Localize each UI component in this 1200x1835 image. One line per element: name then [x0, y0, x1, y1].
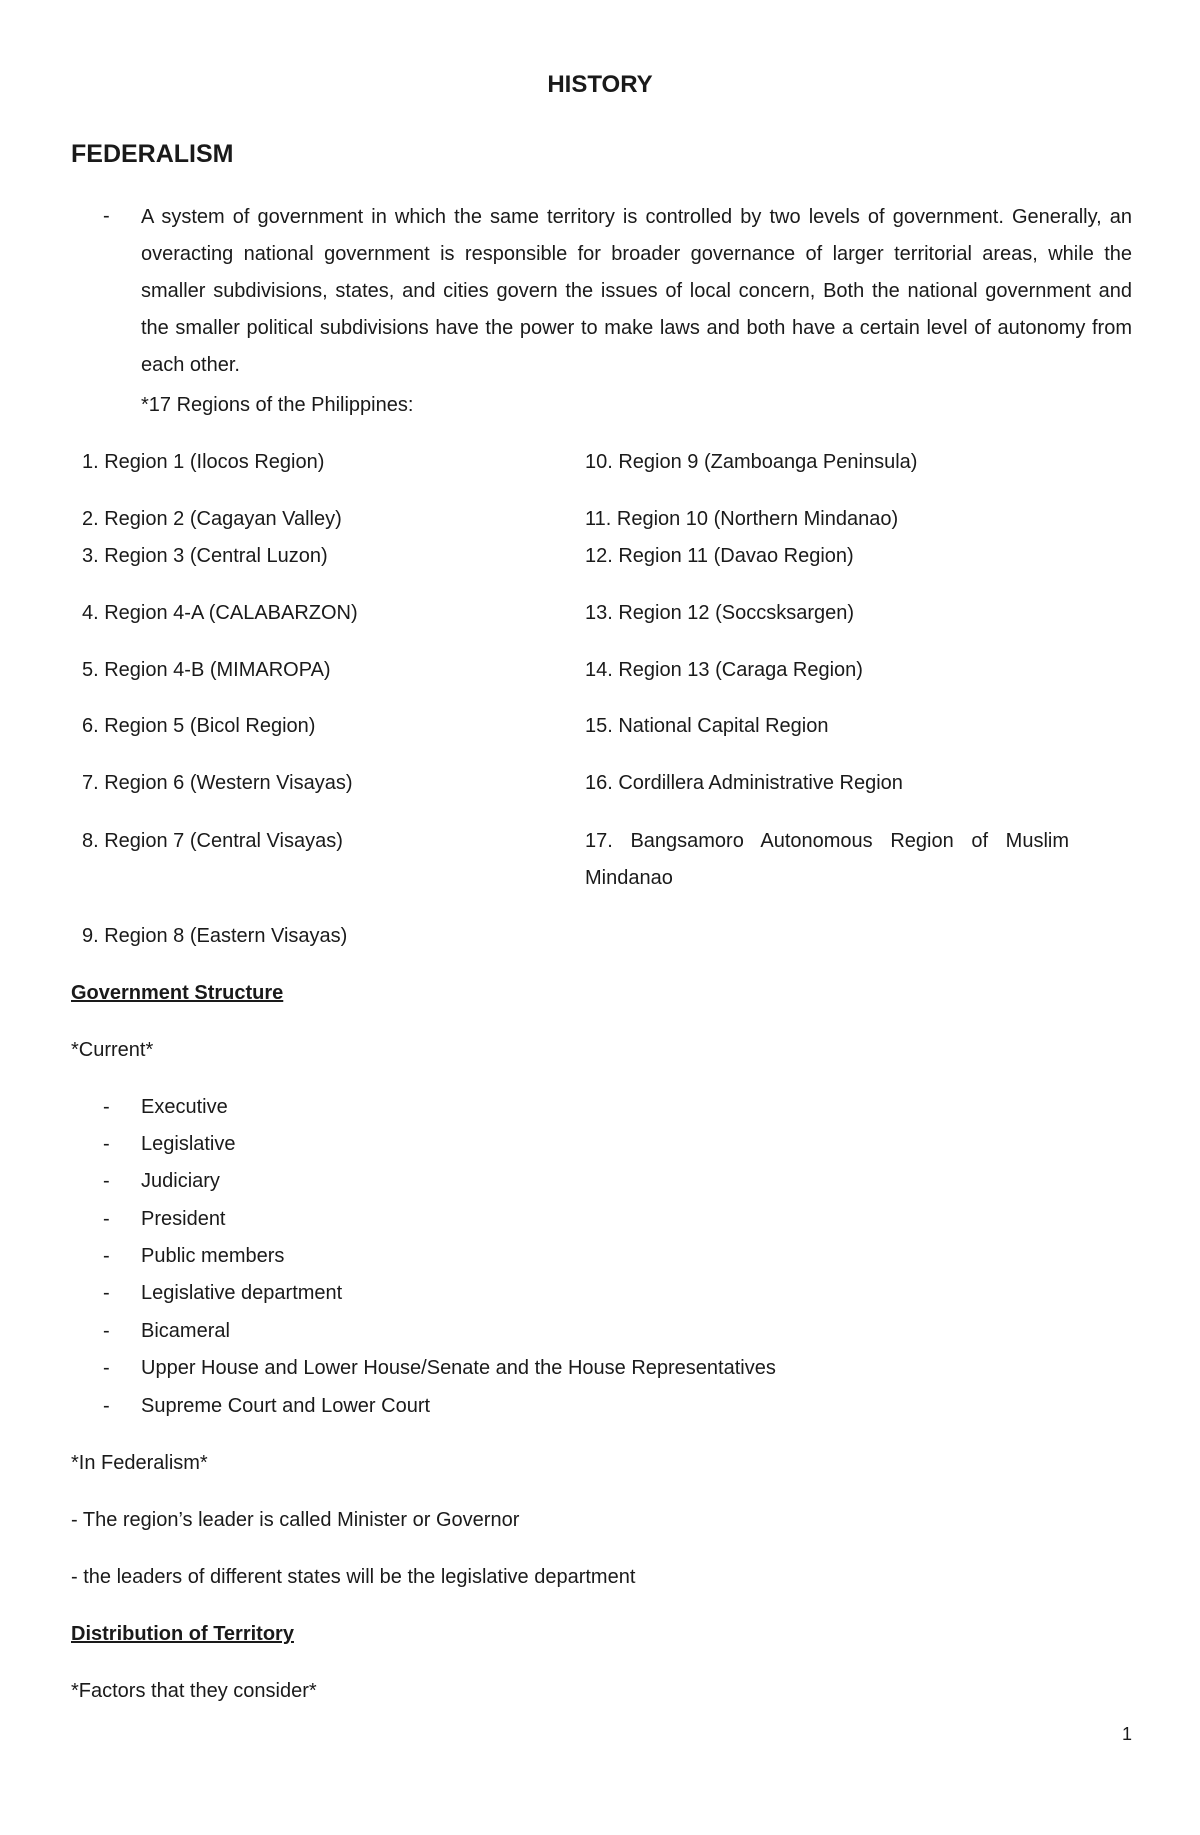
list-dash: - — [103, 1357, 110, 1379]
list-item-text: President — [141, 1208, 226, 1230]
region-item: 1. Region 1 (Ilocos Region) — [82, 451, 325, 473]
section-heading-distribution: Distribution of Territory — [71, 1623, 294, 1645]
region-item-line: 17. Bangsamoro Autonomous Region of Muslim — [585, 830, 1069, 852]
region-item-wrapped — [585, 823, 1069, 897]
region-item: 9. Region 8 (Eastern Visayas) — [82, 925, 348, 947]
list-item-text: Legislative department — [141, 1282, 343, 1304]
list-dash: - — [103, 1395, 110, 1417]
list-item-text: Public members — [141, 1245, 285, 1267]
federalism-definition: A system of government in which the same territory is controlled by two levels of government. Generally, an overacting national government is responsible for broader governance of larger territorial areas, while the smaller subdivisions, states, and cities govern the issues of local concern, Both the national government and the smaller political subdivisions have the power to make laws and both have a certain level of autonomy from each other. — [141, 206, 1132, 376]
region-item: 11. Region 10 (Northern Mindanao) — [585, 508, 899, 530]
list-dash: - — [103, 1245, 110, 1267]
federalism-point: - The region’s leader is called Minister or Governor — [71, 1509, 520, 1531]
list-dash: - — [103, 1320, 110, 1342]
list-item-text: Legislative — [141, 1133, 236, 1155]
list-dash: - — [103, 1208, 110, 1230]
region-item: 12. Region 11 (Davao Region) — [585, 545, 854, 567]
region-item: 14. Region 13 (Caraga Region) — [585, 659, 863, 681]
list-dash: - — [103, 1096, 110, 1118]
list-item-text: Executive — [141, 1096, 228, 1118]
region-item: 5. Region 4-B (MIMAROPA) — [82, 659, 331, 681]
region-item: 6. Region 5 (Bicol Region) — [82, 715, 316, 737]
region-item: 8. Region 7 (Central Visayas) — [82, 830, 343, 852]
region-item: 3. Region 3 (Central Luzon) — [82, 545, 328, 567]
federalism-label: *In Federalism* — [71, 1452, 208, 1474]
section-heading-federalism: FEDERALISM — [71, 140, 234, 168]
region-item: 16. Cordillera Administrative Region — [585, 772, 903, 794]
regions-intro: *17 Regions of the Philippines: — [141, 394, 414, 416]
region-item: 10. Region 9 (Zamboanga Peninsula) — [585, 451, 918, 473]
region-item: 7. Region 6 (Western Visayas) — [82, 772, 353, 794]
region-item: 13. Region 12 (Soccsksargen) — [585, 602, 855, 624]
current-label: *Current* — [71, 1039, 154, 1061]
definition-dash: - — [103, 205, 110, 227]
list-item-text: Supreme Court and Lower Court — [141, 1395, 431, 1417]
region-item: 15. National Capital Region — [585, 715, 829, 737]
list-dash: - — [103, 1170, 110, 1192]
page-title: HISTORY — [547, 71, 653, 98]
list-dash: - — [103, 1282, 110, 1304]
factors-label: *Factors that they consider* — [71, 1680, 317, 1702]
list-item-text: Bicameral — [141, 1320, 230, 1342]
list-item-text: Judiciary — [141, 1170, 220, 1192]
region-item: 2. Region 2 (Cagayan Valley) — [82, 508, 342, 530]
list-dash: - — [103, 1133, 110, 1155]
federalism-point: - the leaders of different states will be the legislative department — [71, 1566, 636, 1588]
section-heading-government-structure: Government Structure — [71, 982, 284, 1004]
page-number: 1 — [1122, 1724, 1133, 1744]
list-item-text: Upper House and Lower House/Senate and the House Representatives — [141, 1357, 776, 1379]
region-item-line: Mindanao — [585, 867, 673, 889]
region-item: 4. Region 4-A (CALABARZON) — [82, 602, 358, 624]
